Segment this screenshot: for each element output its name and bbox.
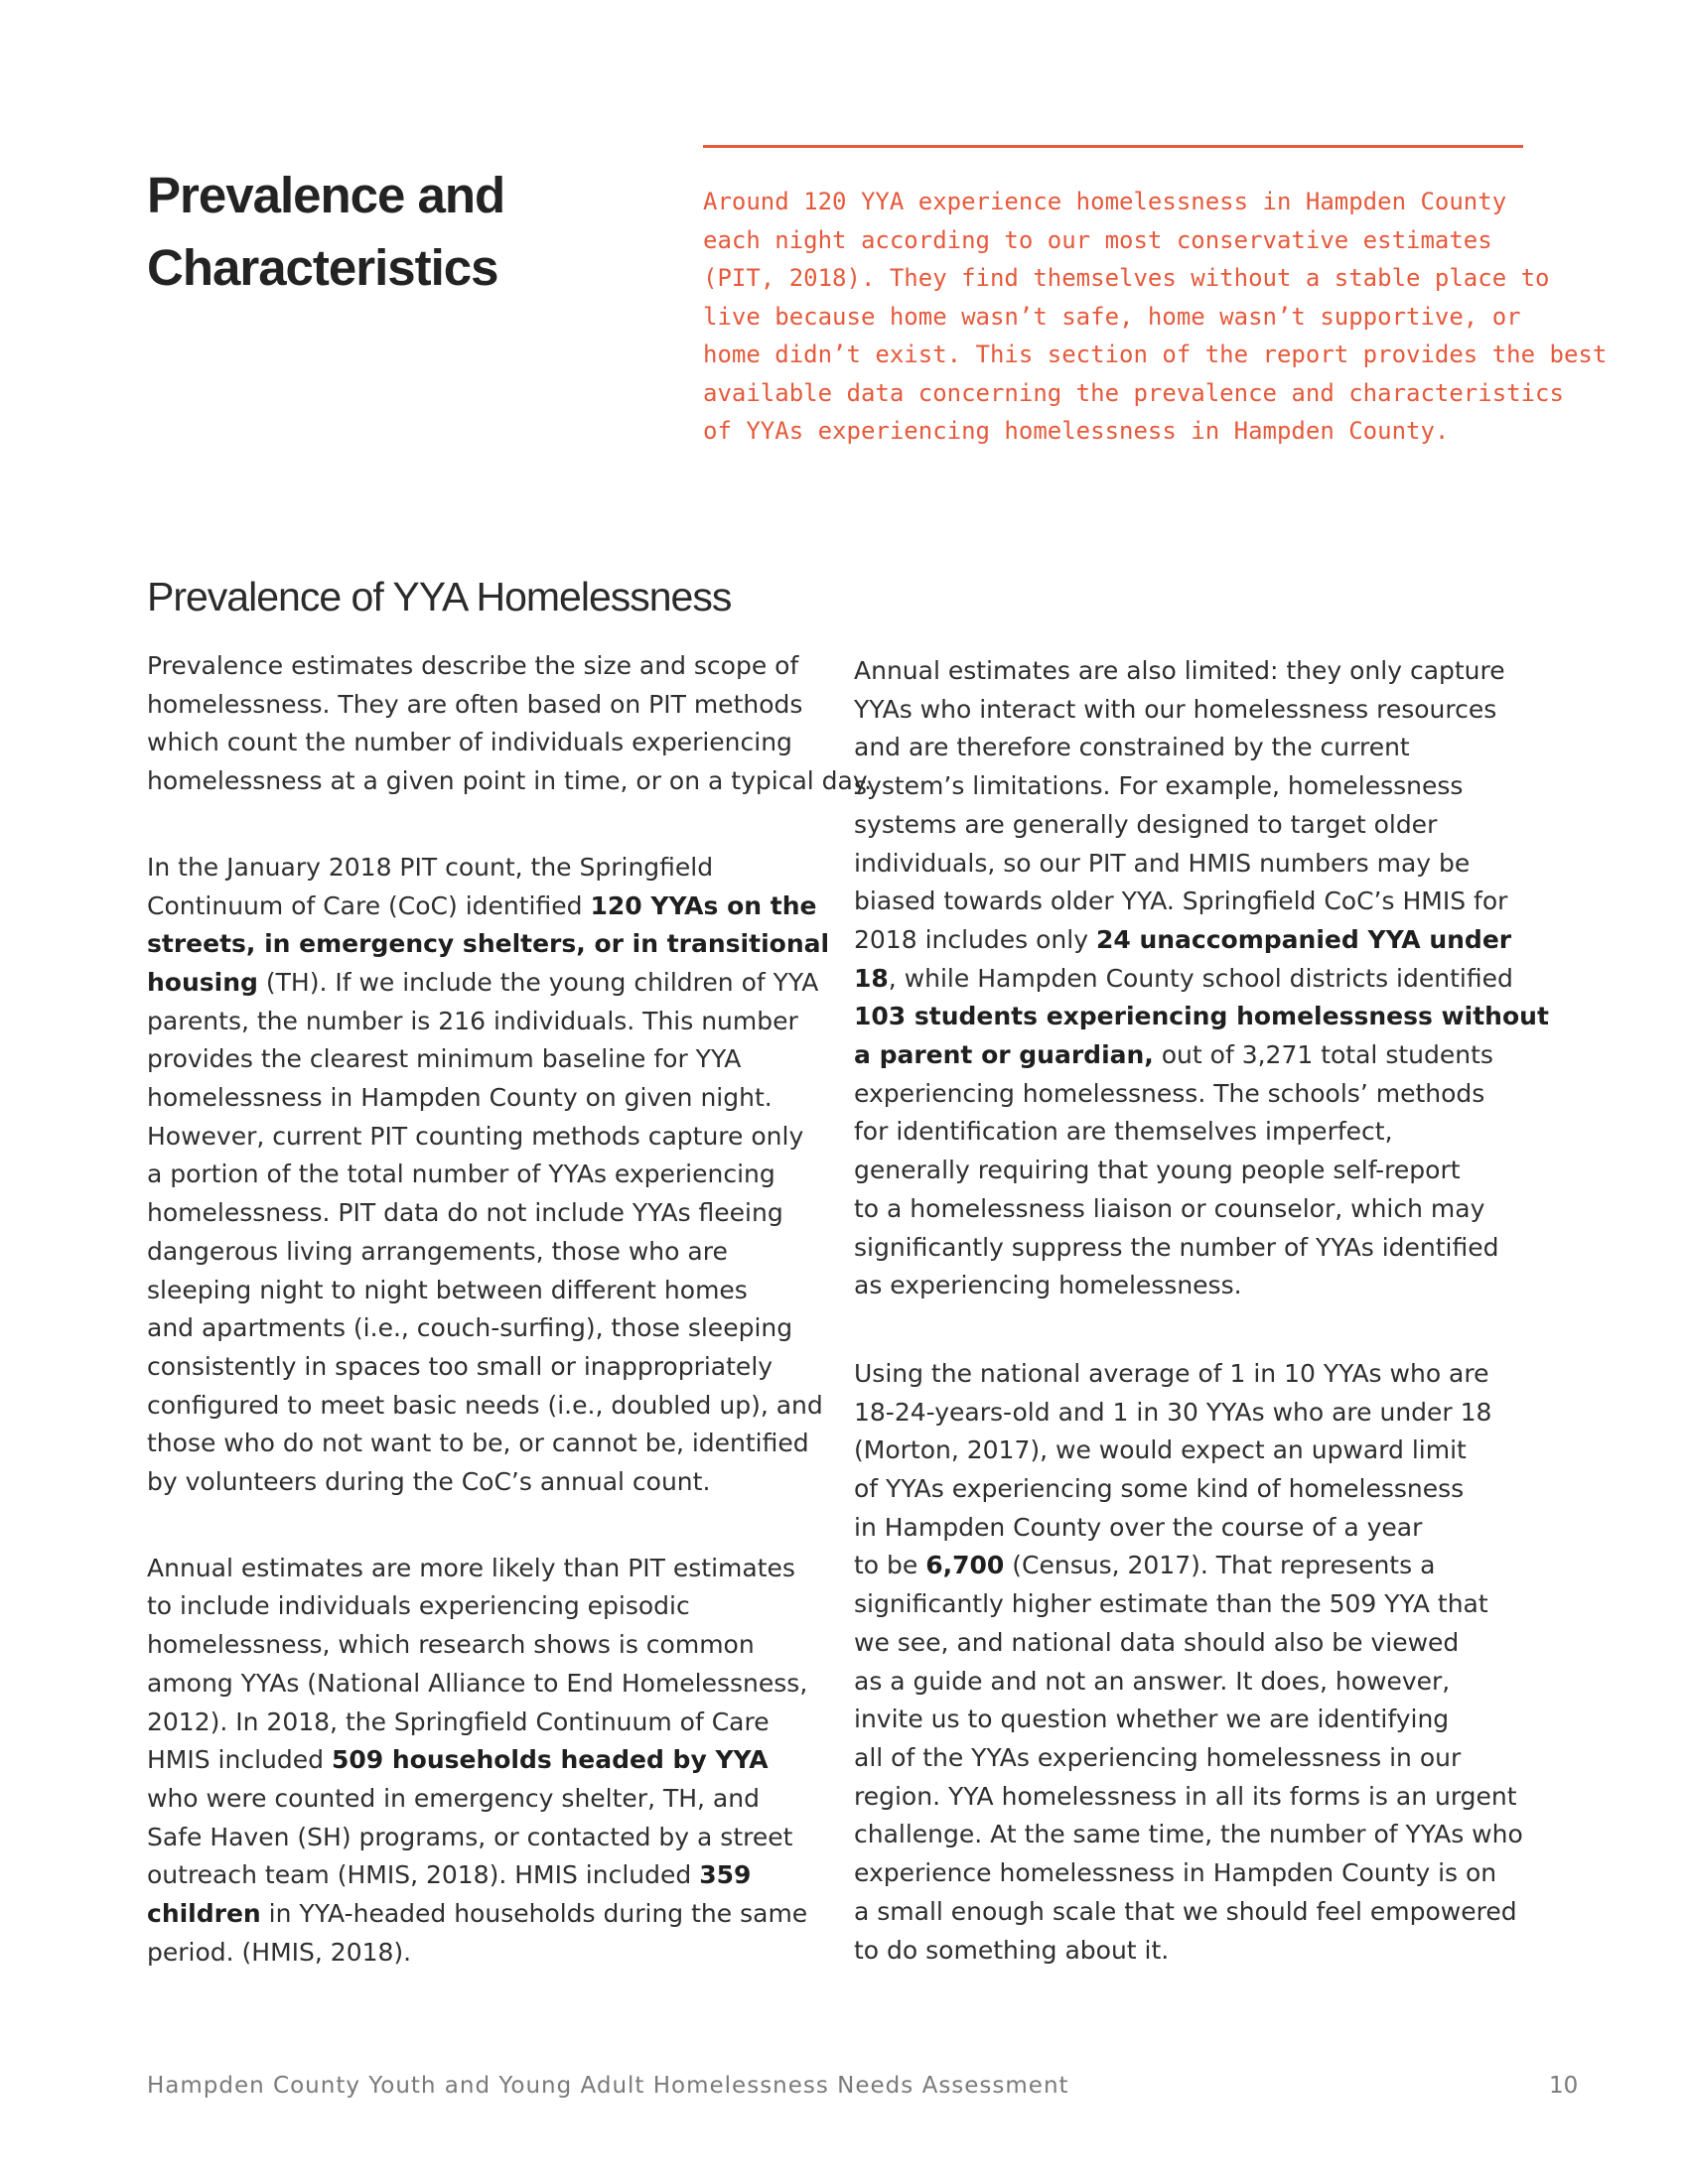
text-line: individuals, so our PIT and HMIS numbers may be: [854, 848, 1471, 878]
page-title: [147, 159, 564, 304]
paragraph: [854, 652, 1549, 1305]
text-line: as a guide and not an answer. It does, however,: [854, 1666, 1451, 1696]
text-line: homelessness, which research shows is common: [147, 1630, 755, 1660]
text-line: [147, 925, 830, 964]
text-line: by volunteers during the CoC’s annual count.: [147, 1467, 711, 1497]
text-line: significantly higher estimate than the 509 YYA that: [854, 1589, 1488, 1619]
bold-text: 120 YYAs on the: [590, 890, 817, 920]
intro-line: live because home wasn’t safe, home wasn’t supportive, or: [703, 302, 1521, 331]
text-line: and are therefore constrained by the current: [854, 733, 1410, 762]
text-line: as experiencing homelessness.: [854, 1271, 1242, 1300]
page-number: 10: [1549, 2073, 1579, 2099]
page-title-line: Prevalence and: [147, 167, 505, 223]
text-line: to a homelessness liaison or counselor, which may: [854, 1193, 1485, 1223]
text-run: out of 3,271 total students: [1153, 1040, 1493, 1070]
text-line: dangerous living arrangements, those who are: [147, 1236, 728, 1266]
bold-text: 18: [854, 963, 889, 993]
intro-line: each night according to our most conservative estimates: [703, 225, 1492, 254]
paragraph: [854, 1355, 1549, 1970]
text-line: which count the number of individuals experiencing: [147, 728, 792, 757]
text-line: [854, 998, 1549, 1036]
bold-text: children: [147, 1899, 261, 1929]
intro-line: Around 120 YYA experience homelessness in Hampden County: [703, 188, 1507, 215]
text-line: [147, 964, 822, 1003]
text-line: a small enough scale that we should feel empowered: [854, 1896, 1517, 1926]
text-line: challenge. At the same time, the number of YYAs who: [854, 1820, 1523, 1849]
text-line: Annual estimates are also limited: they only capture: [854, 656, 1505, 685]
text-line: [854, 960, 1549, 999]
text-line: 2012). In 2018, the Springfield Continuum of Care: [147, 1706, 770, 1736]
text-line: to include individuals experiencing episodic: [147, 1591, 690, 1621]
text-run: , while Hampden County school districts identified: [888, 963, 1513, 993]
text-line: homelessness at a given point in time, or on a typical day.: [147, 766, 873, 796]
intro-line: of YYAs experiencing homelessness in Hampden County.: [703, 417, 1450, 445]
text-line: we see, and national data should also be viewed: [854, 1627, 1460, 1657]
text-line: 18-24-years-old and 1 in 30 YYAs who are under 18: [854, 1397, 1492, 1427]
text-line: of YYAs experiencing some kind of homelessness: [854, 1474, 1465, 1504]
text-line: consistently in spaces too small or inappropriately: [147, 1351, 774, 1381]
text-line: invite us to question whether we are identifying: [854, 1705, 1450, 1734]
text-line: [147, 1895, 822, 1934]
text-line: YYAs who interact with our homelessness resources: [854, 694, 1497, 724]
text-line: homelessness in Hampden County on given night.: [147, 1083, 773, 1113]
text-line: and apartments (i.e., couch-surfing), those sleeping: [147, 1313, 793, 1343]
text-line: homelessness. They are often based on PIT methods: [147, 689, 803, 719]
page-title-line: Characteristics: [147, 239, 498, 296]
left-column: [147, 647, 873, 1973]
text-line: [147, 1856, 822, 1895]
bold-text: streets, in emergency shelters, or in transitional: [147, 929, 830, 959]
text-line: those who do not want to be, or cannot be, identified: [147, 1429, 809, 1458]
text-line: (Morton, 2017), we would expect an upward limit: [854, 1435, 1467, 1465]
text-line: However, current PIT counting methods capture only: [147, 1121, 804, 1151]
paragraph: [147, 1550, 822, 1973]
footer-title: Hampden County Youth and Young Adult Homelessness Needs Assessment: [147, 2073, 1069, 2099]
text-line: Annual estimates are more likely than PIT estimates: [147, 1553, 795, 1582]
text-line: homelessness. PIT data do not include YYAs fleeing: [147, 1198, 783, 1228]
text-line: [854, 1547, 1549, 1585]
text-line: period. (HMIS, 2018).: [147, 1937, 412, 1967]
right-column: [854, 652, 1549, 1970]
text-line: in Hampden County over the course of a year: [854, 1512, 1423, 1542]
text-line: systems are generally designed to target older: [854, 809, 1438, 839]
text-run: HMIS included: [147, 1745, 332, 1775]
intro-line: (PIT, 2018). They find themselves without a stable place to: [703, 264, 1550, 292]
text-line: [854, 921, 1549, 960]
text-run: (Census, 2017). That represents a: [1004, 1551, 1436, 1580]
text-line: In the January 2018 PIT count, the Springfield: [147, 852, 714, 882]
text-line: to do something about it.: [854, 1935, 1170, 1965]
bold-text: housing: [147, 967, 258, 997]
text-line: Using the national average of 1 in 10 YYAs who are: [854, 1358, 1489, 1388]
text-run: to be: [854, 1551, 926, 1580]
bold-text: a parent or guardian,: [854, 1040, 1154, 1070]
text-line: region. YYA homelessness in all its forms is an urgent: [854, 1781, 1517, 1811]
section-heading: Prevalence of YYA Homelessness: [147, 574, 732, 619]
paragraph: [147, 849, 830, 1502]
text-line: among YYAs (National Alliance to End Homelessness,: [147, 1668, 808, 1698]
text-line: sleeping night to night between different homes: [147, 1275, 748, 1304]
text-run: Continuum of Care (CoC) identified: [147, 890, 591, 920]
bold-text: 103 students experiencing homelessness without: [854, 1002, 1549, 1031]
text-line: provides the clearest minimum baseline for YYA: [147, 1044, 742, 1074]
text-run: 2018 includes only: [854, 924, 1096, 954]
text-line: a portion of the total number of YYAs experiencing: [147, 1160, 775, 1189]
text-line: biased towards older YYA. Springfield CoC’s HMIS for: [854, 887, 1508, 916]
bold-text: 359: [699, 1860, 752, 1890]
text-line: parents, the number is 216 individuals. This number: [147, 1006, 798, 1035]
intro-line: available data concerning the prevalence and characteristics: [703, 378, 1564, 407]
text-line: generally requiring that young people self-report: [854, 1156, 1461, 1185]
text-line: experiencing homelessness. The schools’ methods: [854, 1078, 1485, 1108]
text-line: for identification are themselves imperfect,: [854, 1117, 1393, 1147]
paragraph: [147, 647, 873, 801]
text-line: Safe Haven (SH) programs, or contacted by a street: [147, 1822, 793, 1851]
text-line: who were counted in emergency shelter, TH, and: [147, 1783, 760, 1813]
text-line: all of the YYAs experiencing homelessness in our: [854, 1742, 1462, 1772]
intro-callout: [703, 183, 1608, 451]
text-line: configured to meet basic needs (i.e., doubled up), and: [147, 1390, 823, 1420]
text-line: [147, 1741, 822, 1780]
intro-line: home didn’t exist. This section of the report provides the best: [703, 341, 1608, 368]
text-run: outreach team (HMIS, 2018). HMIS included: [147, 1860, 700, 1890]
accent-rule: [703, 145, 1523, 148]
text-run: in YYA-headed households during the same: [260, 1899, 808, 1929]
text-line: [854, 1036, 1549, 1075]
text-line: Prevalence estimates describe the size and scope of: [147, 651, 799, 680]
bold-text: 509 households headed by YYA: [331, 1745, 769, 1775]
bold-text: 6,700: [925, 1551, 1005, 1580]
text-line: system’s limitations. For example, homelessness: [854, 771, 1464, 801]
bold-text: 24 unaccompanied YYA under: [1095, 924, 1512, 954]
text-line: [147, 887, 822, 926]
text-line: experience homelessness in Hampden County is on: [854, 1858, 1497, 1888]
text-run: (TH). If we include the young children of YYA: [257, 967, 819, 997]
text-line: significantly suppress the number of YYAs identified: [854, 1232, 1499, 1262]
